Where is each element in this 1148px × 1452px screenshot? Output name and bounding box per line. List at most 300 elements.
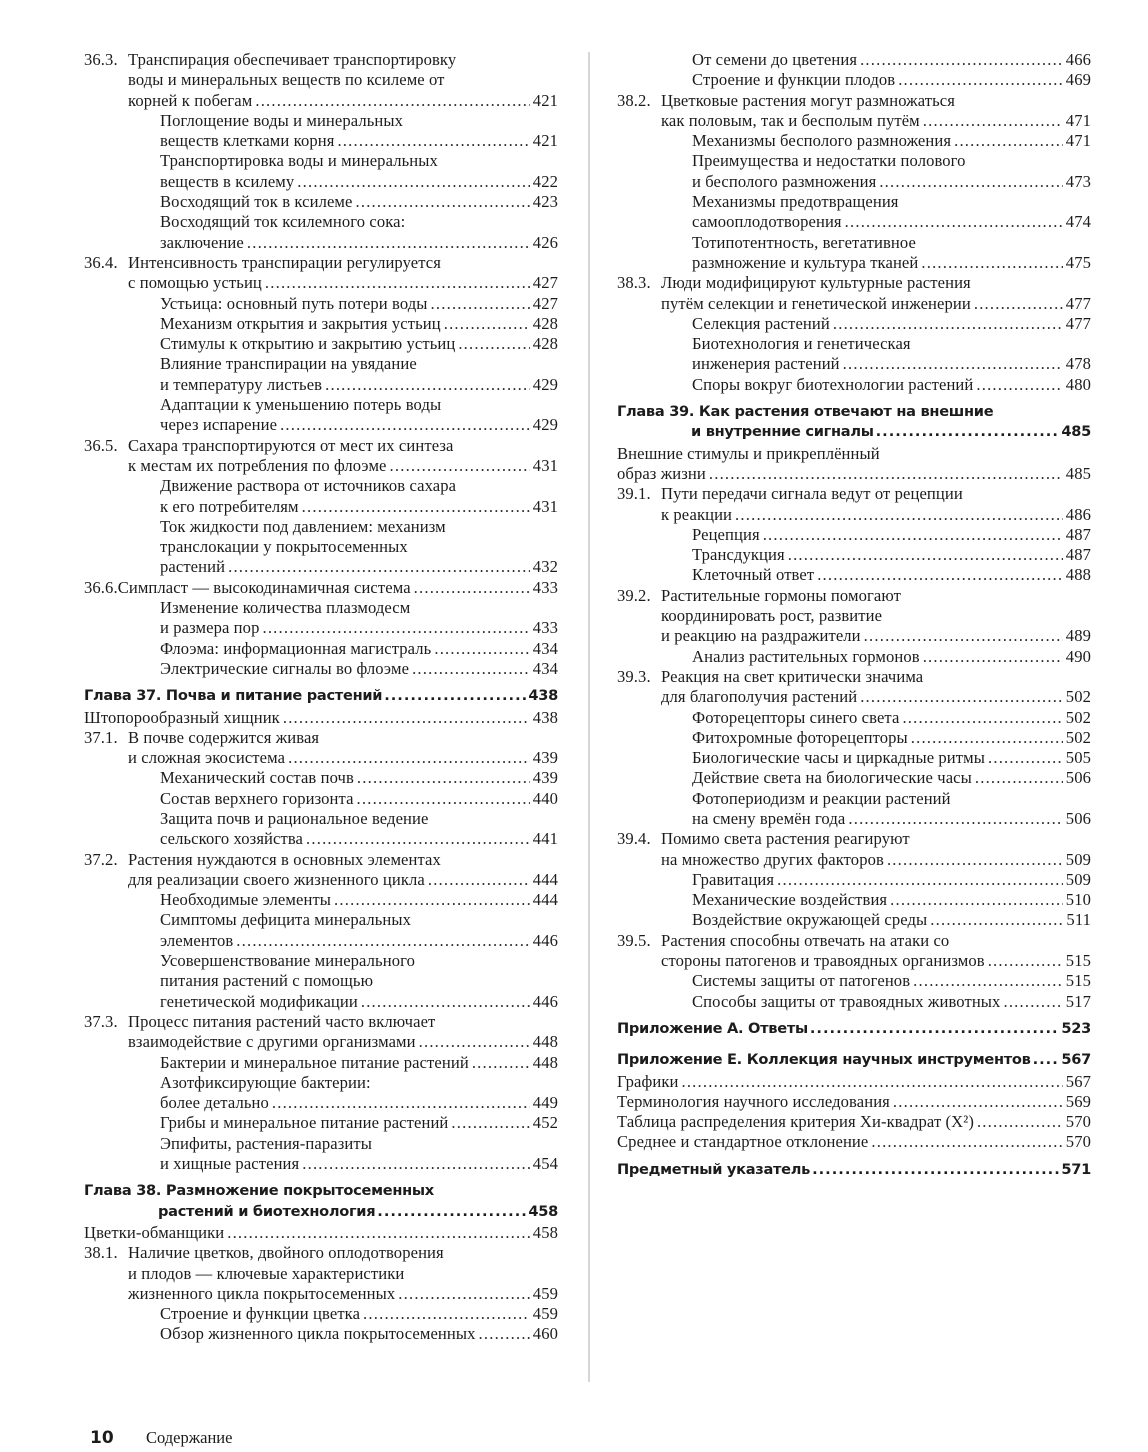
toc-subsection-entry[interactable]: [617, 70, 1091, 90]
toc-entry-line: [617, 951, 1091, 971]
section-number: 39.3.: [617, 666, 651, 686]
toc-subsection-entry[interactable]: [84, 151, 558, 192]
toc-chapter-heading[interactable]: [617, 402, 1091, 443]
toc-page-number: 471: [1065, 131, 1091, 151]
toc-entry-text: Движение раствора от источников сахара: [160, 476, 457, 496]
toc-subsection-entry[interactable]: [617, 314, 1091, 334]
toc-page-number: 444: [532, 890, 558, 910]
toc-entry-text: Транспирация обеспечивает транспортировку: [128, 50, 457, 69]
dot-leader: [810, 1019, 1061, 1039]
toc-entry-text: и температуру листьев: [160, 374, 323, 394]
toc-subsection-entry[interactable]: [84, 476, 558, 517]
toc-page-number: 428: [532, 334, 558, 354]
toc-entry-line: [160, 1324, 558, 1344]
toc-entry-text: Реакция на свет критически значима: [661, 666, 924, 686]
toc-entry-line: [692, 768, 1091, 788]
dot-leader: [288, 748, 530, 768]
toc-entry-line: [160, 1134, 558, 1154]
toc-subsection-entry[interactable]: [84, 334, 558, 354]
toc-entry-line: [617, 402, 1091, 422]
toc-entry-line: [160, 517, 558, 537]
toc-page-number: 510: [1065, 890, 1091, 910]
toc-subsection-entry[interactable]: [617, 50, 1091, 70]
toc-page-number: 502: [1065, 727, 1091, 747]
toc-subsection-entry[interactable]: [84, 517, 558, 578]
toc-page-number: 421: [532, 90, 558, 110]
toc-section-entry[interactable]: [84, 1243, 558, 1304]
toc-subsection-entry[interactable]: [617, 565, 1091, 585]
toc-entry-line: [160, 992, 558, 1012]
toc-entry-line: [160, 314, 558, 334]
toc-section-entry[interactable]: [84, 1012, 558, 1053]
toc-subsection-entry[interactable]: [84, 1134, 558, 1175]
toc-page-number: 438: [528, 687, 558, 705]
dot-leader: [890, 890, 1063, 910]
toc-entry-text: Воздействие окружающей среды: [692, 910, 928, 930]
dot-leader: [283, 708, 530, 728]
toc-subsection-entry[interactable]: [617, 971, 1091, 991]
toc-entry-text: Фоторецепторы синего света: [692, 707, 900, 727]
dot-leader: [902, 708, 1062, 728]
dot-leader: [377, 1202, 527, 1222]
toc-entry-line: [692, 870, 1091, 890]
toc-entry-text: Трансдукция: [692, 545, 785, 565]
toc-entry-text: Механизмы предотвращения: [692, 192, 899, 212]
toc-page-number: 477: [1065, 313, 1091, 333]
toc-entry-line: [692, 890, 1091, 910]
toc-page-number: 485: [1061, 423, 1091, 441]
toc-entry-text: и бесполого размножения: [692, 171, 877, 191]
toc-page-number: 441: [532, 829, 558, 849]
toc-subsection-entry[interactable]: [84, 910, 558, 951]
toc-entry-text: Интенсивность транспирации регулируется: [128, 252, 442, 272]
toc-section-entry[interactable]: [84, 578, 558, 598]
dot-leader: [431, 294, 530, 314]
toc-section-entry[interactable]: [84, 728, 558, 769]
toc-entry-text: корней к побегам: [128, 90, 253, 110]
toc-entry-line: [160, 131, 558, 151]
toc-entry-text: веществ клетками корня: [160, 131, 335, 151]
toc-subsection-entry[interactable]: [617, 192, 1091, 233]
toc-entry-text: растений и биотехнология: [158, 1202, 376, 1220]
toc-entry-line: [160, 1053, 558, 1073]
toc-subsection-entry[interactable]: [84, 1073, 558, 1114]
toc-entry-line: [160, 111, 558, 131]
toc-entry-line: [84, 748, 558, 768]
dot-leader: [297, 172, 530, 192]
toc-entry-text: Глава 38. Размножение покрытосеменных: [84, 1182, 434, 1200]
toc-entry-line: [160, 172, 558, 192]
toc-entry[interactable]: [617, 1072, 1091, 1092]
toc-entry-line: [160, 537, 558, 557]
toc-entry-line: [692, 748, 1091, 768]
toc-entry-text: Приложение А. Ответы: [617, 1019, 808, 1037]
toc-entry-line: [692, 131, 1091, 151]
toc-entry-text: Влияние транспирации на увядание: [160, 354, 417, 374]
dot-leader: [777, 870, 1063, 890]
toc-entry-line: [160, 334, 558, 354]
toc-entry-line: [84, 578, 558, 598]
toc-page-number: 477: [1065, 293, 1091, 313]
toc-section-entry[interactable]: [617, 484, 1091, 525]
toc-entry-text: Восходящий ток в ксилеме: [160, 192, 353, 212]
toc-entry-line: [160, 1073, 558, 1093]
toc-entry-text: Изменение количества плазмодесм: [160, 598, 411, 618]
toc-entry-text: Поглощение воды и минеральных: [160, 110, 404, 130]
toc-entry-text: растений: [160, 557, 226, 577]
toc-section-entry[interactable]: [617, 931, 1091, 972]
toc-entry-line: [160, 476, 558, 496]
dot-leader: [876, 422, 1061, 442]
dot-leader: [236, 931, 530, 951]
toc-page-number: 452: [532, 1113, 558, 1133]
toc-subsection-entry[interactable]: [617, 870, 1091, 890]
toc-entry-text: В почве содержится живая: [128, 727, 320, 747]
toc-subsection-entry[interactable]: [84, 1324, 558, 1344]
toc-page-number: 509: [1065, 869, 1091, 889]
toc-entry-line: [84, 1243, 558, 1263]
toc-entry-line: [160, 910, 558, 930]
toc-entry-line: [160, 294, 558, 314]
toc-subsection-entry[interactable]: [84, 951, 558, 1012]
toc-entry-line: [84, 456, 558, 476]
toc-section-entry[interactable]: [617, 829, 1091, 870]
dot-leader: [871, 1132, 1062, 1152]
toc-page-number: 505: [1065, 748, 1091, 768]
toc-page-number: 434: [532, 658, 558, 678]
toc-section-entry[interactable]: [84, 253, 558, 294]
toc-subsection-entry[interactable]: [84, 314, 558, 334]
toc-entry-text: Механизмы бесполого размножения: [692, 131, 952, 151]
toc-page-number: 440: [532, 788, 558, 808]
toc-section-entry[interactable]: [617, 273, 1091, 314]
toc-entry-line: [692, 233, 1091, 253]
toc-entry-text: Восходящий ток ксилемного сока:: [160, 212, 406, 232]
dot-leader: [923, 647, 1063, 667]
toc-entry-line: [84, 253, 558, 273]
toc-page-number: 489: [1065, 626, 1091, 646]
toc-subsection-entry[interactable]: [84, 598, 558, 639]
toc-subsection-entry[interactable]: [84, 1304, 558, 1324]
dot-leader: [709, 464, 1063, 484]
toc-entry-line: [692, 70, 1091, 90]
toc-subsection-entry[interactable]: [617, 545, 1091, 565]
section-number: 38.3.: [617, 273, 651, 293]
toc-section-entry[interactable]: [84, 850, 558, 891]
toc-page-number: 428: [532, 313, 558, 333]
toc-entry-text: Состав верхнего горизонта: [160, 788, 354, 808]
toc-entry-text: Электрические сигналы во флоэме: [160, 658, 410, 678]
toc-subsection-entry[interactable]: [617, 151, 1091, 192]
toc-page-number: 444: [532, 869, 558, 889]
toc-entry-text: веществ в ксилему: [160, 171, 295, 191]
toc-subsection-entry[interactable]: [617, 789, 1091, 830]
toc-entry-line: [692, 334, 1091, 354]
toc-entry-line: [84, 273, 558, 293]
toc-entry-text: Механический состав почв: [160, 768, 354, 788]
toc-page-number: 427: [532, 293, 558, 313]
dot-leader: [817, 565, 1063, 585]
toc-entry-text: жизненного цикла покрытосеменных: [128, 1283, 396, 1303]
toc-subsection-entry[interactable]: [84, 639, 558, 659]
toc-entry-text: Гравитация: [692, 869, 775, 889]
toc-entry[interactable]: [617, 1112, 1091, 1132]
toc-entry-line: [617, 464, 1091, 484]
toc-page-number: 426: [532, 232, 558, 252]
toc-section-entry[interactable]: [84, 436, 558, 477]
toc-entry-text: Споры вокруг биотехнологии растений: [692, 374, 974, 394]
toc-page-number: 422: [532, 171, 558, 191]
toc-entry-text: элементов: [160, 930, 234, 950]
running-title: Содержание: [146, 1428, 233, 1447]
toc-entry-text: Сахара транспортируются от мест их синтеза: [128, 435, 454, 455]
toc-section-entry[interactable]: [617, 667, 1091, 708]
page-number: 10: [90, 1428, 114, 1448]
toc-entry-line: [617, 484, 1091, 504]
toc-subsection-entry[interactable]: [84, 192, 558, 212]
toc-page-number: 423: [532, 192, 558, 212]
toc-entry-line: [617, 1132, 1091, 1152]
dot-leader: [988, 951, 1063, 971]
toc-entry-line: [160, 829, 558, 849]
toc-entry-line: [617, 422, 1091, 442]
toc-entry-line: [84, 50, 558, 70]
toc-section-entry[interactable]: [617, 586, 1091, 647]
dot-leader: [893, 1092, 1063, 1112]
dot-leader: [412, 659, 530, 679]
toc-subsection-entry[interactable]: [617, 233, 1091, 274]
toc-entry-line: [692, 212, 1091, 232]
toc-entry-text: размножение и культура тканей: [692, 252, 919, 272]
toc-page-number: 448: [532, 1052, 558, 1072]
toc-entry-text: инженерия растений: [692, 354, 840, 374]
dot-leader: [334, 890, 530, 910]
toc-subsection-entry[interactable]: [617, 890, 1091, 910]
toc-chapter-heading[interactable]: [617, 1019, 1091, 1039]
toc-entry-text: Фотопериодизм и реакции растений: [692, 788, 951, 808]
toc-entry-line: [84, 686, 558, 706]
section-number: 39.1.: [617, 484, 651, 504]
toc-entry[interactable]: [617, 1092, 1091, 1112]
toc-entry-line: [617, 505, 1091, 525]
toc-entry-text: Ток жидкости под давлением: механизм: [160, 516, 446, 536]
toc-entry-line: [617, 1160, 1091, 1180]
dot-leader: [845, 212, 1063, 232]
dot-leader: [974, 294, 1063, 314]
toc-entry-line: [160, 354, 558, 374]
toc-page-number: 449: [532, 1093, 558, 1113]
dot-leader: [227, 1223, 530, 1243]
toc-subsection-entry[interactable]: [617, 375, 1091, 395]
toc-chapter-heading[interactable]: [617, 1160, 1091, 1180]
toc-entry[interactable]: [617, 1132, 1091, 1152]
toc-subsection-entry[interactable]: [84, 1053, 558, 1073]
toc-entry[interactable]: [84, 1223, 558, 1243]
toc-subsection-entry[interactable]: [617, 334, 1091, 375]
toc-entry-text: на смену времён года: [692, 808, 846, 828]
toc-entry-text: и реакцию на раздражители: [661, 626, 861, 646]
toc-entry-text: Симптомы дефицита минеральных: [160, 910, 412, 930]
toc-subsection-entry[interactable]: [617, 728, 1091, 748]
toc-entry-line: [160, 951, 558, 971]
toc-entry-line: [617, 606, 1091, 626]
toc-entry-text: для благополучия растений: [661, 687, 858, 707]
toc-entry-line: [160, 598, 558, 618]
dot-leader: [361, 992, 530, 1012]
dot-leader: [390, 456, 530, 476]
toc-subsection-entry[interactable]: [84, 294, 558, 314]
toc-entry-text: на множество других факторов: [661, 849, 884, 869]
toc-entry-text: Действие света на биологические часы: [692, 768, 972, 788]
toc-right-column: [617, 50, 1091, 1180]
toc-entry-line: [160, 557, 558, 577]
toc-section-entry[interactable]: [84, 50, 558, 111]
toc-page-number: 571: [1061, 1160, 1091, 1178]
section-number: 36.3.: [84, 50, 118, 69]
dot-leader: [384, 686, 527, 706]
toc-page-number: 459: [532, 1304, 558, 1324]
toc-entry-text: через испарение: [160, 415, 278, 435]
toc-entry-line: [160, 971, 558, 991]
toc-entry-text: Грибы и минеральное питание растений: [160, 1113, 449, 1133]
toc-entry-text: Предметный указатель: [617, 1160, 811, 1178]
toc-page-number: 509: [1065, 849, 1091, 869]
toc-entry-text: Терминология научного исследования: [617, 1091, 890, 1111]
toc-page-number: 471: [1065, 110, 1091, 130]
toc-page-number: 458: [528, 1202, 558, 1220]
toc-entry-line: [617, 1072, 1091, 1092]
dot-leader: [451, 1113, 529, 1133]
toc-subsection-entry[interactable]: [84, 212, 558, 253]
section-number: 38.2.: [617, 90, 651, 110]
toc-subsection-entry[interactable]: [617, 647, 1091, 667]
toc-entry-line: [617, 1050, 1091, 1070]
toc-entry-text: Растительные гормоны помогают: [661, 585, 901, 605]
toc-entry-line: [84, 728, 558, 748]
toc-subsection-entry[interactable]: [617, 748, 1091, 768]
toc-subsection-entry[interactable]: [84, 354, 558, 395]
toc-entry-text: Анализ растительных гормонов: [692, 646, 920, 666]
toc-entry-line: [84, 1264, 558, 1284]
toc-page-number: 480: [1065, 374, 1091, 394]
toc-subsection-entry[interactable]: [617, 768, 1091, 788]
toc-page-number: 429: [532, 415, 558, 435]
dot-leader: [954, 131, 1063, 151]
toc-entry-text: воды и минеральных веществ по ксилеме от: [128, 70, 445, 90]
section-number: 36.5.: [84, 435, 118, 455]
toc-entry-line: [84, 436, 558, 456]
dot-leader: [921, 253, 1062, 273]
dot-leader: [976, 375, 1062, 395]
toc-subsection-entry[interactable]: [84, 395, 558, 436]
toc-entry-line: [84, 1223, 558, 1243]
toc-page-number: 506: [1065, 808, 1091, 828]
section-number: 39.4.: [617, 829, 651, 849]
toc-entry-line: [84, 870, 558, 890]
toc-entry[interactable]: [84, 708, 558, 728]
toc-chapter-heading[interactable]: [617, 1050, 1091, 1070]
toc-entry[interactable]: [617, 444, 1091, 485]
toc-entry-line: [617, 273, 1091, 293]
toc-subsection-entry[interactable]: [617, 525, 1091, 545]
toc-entry-text: Помимо света растения реагируют: [661, 829, 910, 849]
dot-leader: [681, 1072, 1062, 1092]
toc-page-number: 506: [1065, 768, 1091, 788]
toc-entry-text: Системы защиты от патогенов: [692, 971, 911, 991]
toc-subsection-entry[interactable]: [84, 789, 558, 809]
dot-leader: [913, 971, 1063, 991]
toc-entry-line: [692, 971, 1091, 991]
toc-entry-text: путём селекции и генетической инженерии: [661, 293, 971, 313]
dot-leader: [860, 687, 1063, 707]
toc-entry-text: Механические воздействия: [692, 890, 888, 910]
toc-entry-line: [692, 708, 1091, 728]
toc-subsection-entry[interactable]: [84, 890, 558, 910]
toc-page-number: 469: [1065, 70, 1091, 90]
toc-entry-line: [160, 375, 558, 395]
toc-entry-line: [692, 565, 1091, 585]
toc-entry-text: и плодов — ключевые характеристики: [128, 1263, 405, 1283]
toc-entry-text: Механизм открытия и закрытия устьиц: [160, 313, 441, 333]
section-number: 36.6.: [84, 577, 118, 597]
toc-page-number: 570: [1065, 1132, 1091, 1152]
toc-page-number: 438: [532, 707, 558, 727]
dot-leader: [977, 1112, 1063, 1132]
toc-subsection-entry[interactable]: [84, 809, 558, 850]
dot-leader: [911, 728, 1063, 748]
toc-chapter-heading[interactable]: [84, 1181, 558, 1222]
toc-subsection-entry[interactable]: [84, 111, 558, 152]
toc-entry-text: Рецепция: [692, 524, 760, 544]
toc-chapter-heading[interactable]: [84, 686, 558, 706]
toc-page-number: 502: [1065, 707, 1091, 727]
toc-subsection-entry[interactable]: [84, 659, 558, 679]
toc-entry-text: Строение и функции плодов: [692, 70, 896, 90]
dot-leader: [357, 768, 530, 788]
toc-entry-text: Фитохромные фоторецепторы: [692, 727, 908, 747]
toc-subsection-entry[interactable]: [617, 910, 1091, 930]
toc-entry-text: Биотехнология и генетическая: [692, 334, 911, 354]
toc-entry-text: Флоэма: информационная магистраль: [160, 638, 432, 658]
toc-entry-text: Глава 39. Как растения отвечают на внешние: [617, 403, 994, 421]
toc-subsection-entry[interactable]: [84, 1113, 558, 1133]
toc-entry-line: [84, 1032, 558, 1052]
toc-entry-line: [160, 212, 558, 232]
toc-subsection-entry[interactable]: [617, 992, 1091, 1012]
toc-page-number: 502: [1065, 687, 1091, 707]
toc-subsection-entry[interactable]: [617, 708, 1091, 728]
dot-leader: [975, 768, 1063, 788]
dot-leader: [988, 748, 1063, 768]
toc-entry-line: [692, 172, 1091, 192]
toc-entry-text: Эпифиты, растения-паразиты: [160, 1133, 372, 1153]
toc-entry-text: с помощью устьиц: [128, 273, 262, 293]
toc-subsection-entry[interactable]: [617, 131, 1091, 151]
toc-entry-line: [160, 1304, 558, 1324]
toc-subsection-entry[interactable]: [84, 768, 558, 788]
toc-entry-text: Селекция растений: [692, 313, 830, 333]
toc-entry-line: [692, 192, 1091, 212]
dot-leader: [255, 91, 529, 111]
toc-page-number: 474: [1065, 212, 1091, 232]
section-number: 37.3.: [84, 1011, 118, 1031]
toc-section-entry[interactable]: [617, 91, 1091, 132]
toc-page-number: 486: [1065, 504, 1091, 524]
toc-page-number: 439: [532, 768, 558, 788]
section-number: 39.2.: [617, 585, 651, 605]
toc-entry-line: [84, 708, 558, 728]
toc-entry-text: Усовершенствование минерального: [160, 951, 415, 971]
